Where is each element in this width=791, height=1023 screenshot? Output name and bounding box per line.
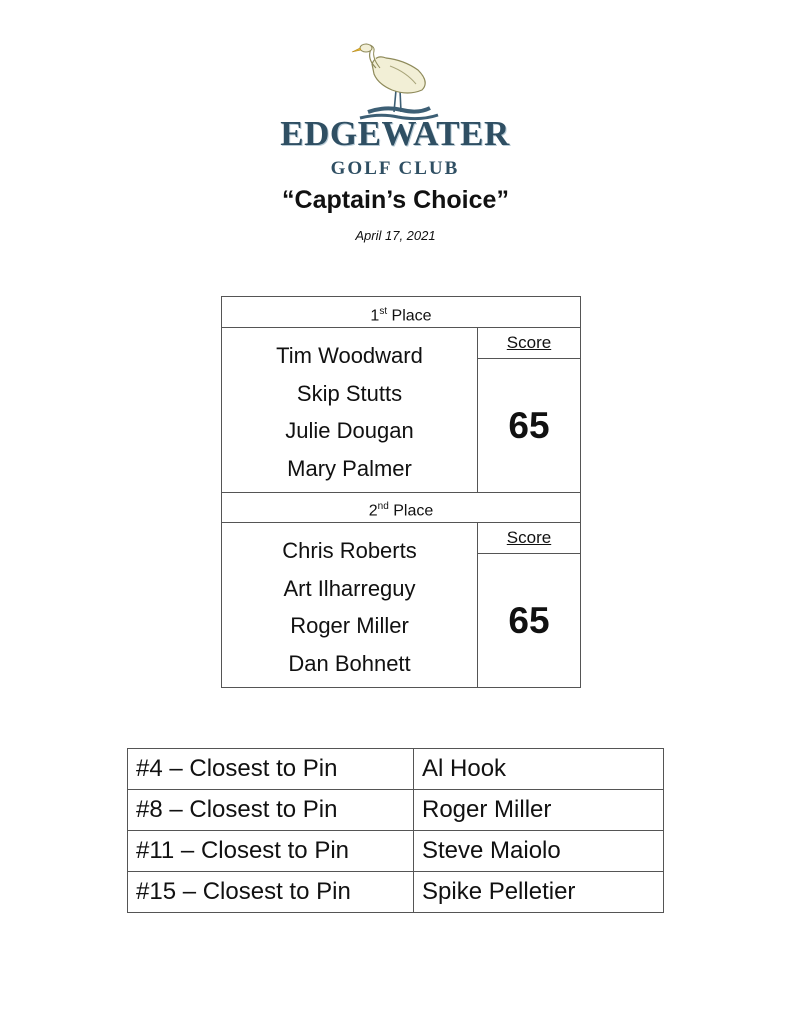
- place-rank: 2: [368, 502, 378, 520]
- place-rank-suffix: nd: [377, 501, 389, 512]
- table-row: [128, 790, 664, 831]
- winner-cell: Steve Maiolo: [414, 831, 664, 872]
- place-header: [222, 492, 580, 523]
- event-date: April 17, 2021: [355, 228, 436, 243]
- hole-cell: #8 – Closest to Pin: [128, 790, 414, 831]
- player-name: Tim Woodward: [276, 343, 423, 368]
- place-rank: 1: [370, 307, 380, 325]
- place-label: Place: [393, 502, 434, 520]
- score-value: 65: [508, 404, 550, 446]
- player-name: Mary Palmer: [287, 455, 412, 481]
- score-label: Score: [478, 328, 580, 359]
- player-name: Julie Dougan: [285, 418, 414, 443]
- player-name: Skip Stutts: [296, 380, 403, 406]
- table-row: [128, 872, 664, 913]
- winner-cell: Spike Pelletier: [414, 872, 664, 913]
- place-rank-suffix: st: [379, 306, 388, 317]
- hole-cell: #4 – Closest to Pin: [128, 749, 414, 790]
- place-label: Place: [391, 307, 432, 325]
- table-row: [128, 749, 664, 790]
- hole-cell: #11 – Closest to Pin: [128, 831, 414, 872]
- winner-cell: Al Hook: [414, 749, 664, 790]
- hole-cell: #15 – Closest to Pin: [128, 872, 414, 913]
- closest-to-pin-table: [127, 748, 664, 913]
- score-value: 65: [508, 599, 550, 641]
- team-players: [222, 523, 478, 687]
- second-place-table: [221, 492, 581, 688]
- player-name: Roger Miller: [290, 613, 409, 638]
- place-header: [222, 297, 580, 328]
- brand-name: EDGEWATER: [280, 114, 510, 153]
- brand-subname: GOLF CLUB: [330, 158, 460, 179]
- score-label: Score: [478, 523, 580, 554]
- event-title: “Captain’s Choice”: [282, 186, 509, 214]
- first-place-table: [221, 296, 581, 493]
- team-players: [222, 328, 478, 492]
- table-row: [128, 831, 664, 872]
- player-name: Art Ilharreguy: [283, 575, 416, 601]
- player-name: Chris Roberts: [282, 538, 417, 563]
- winner-cell: Roger Miller: [414, 790, 664, 831]
- player-name: Dan Bohnett: [288, 650, 411, 676]
